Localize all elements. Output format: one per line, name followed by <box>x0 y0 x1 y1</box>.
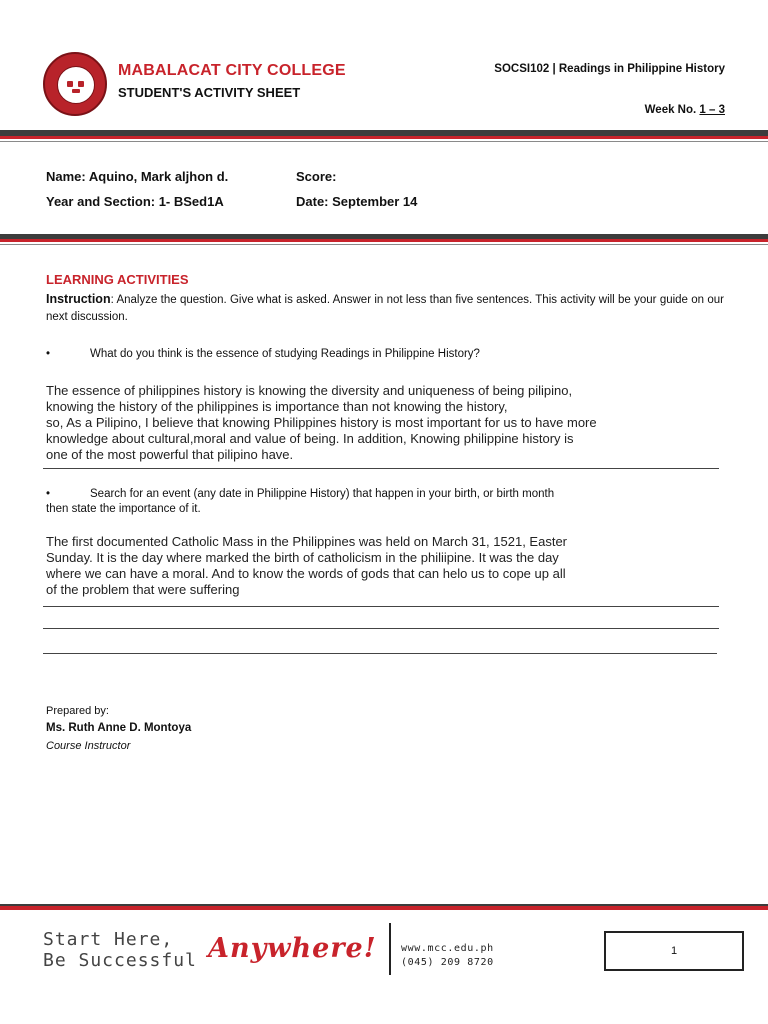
date-field: Date: September 14 <box>296 194 418 209</box>
answer-1-line: knowledge about cultural,moral and value of being. In addition, Knowing philippine history is <box>46 431 574 446</box>
answer-1-line: The essence of philippines history is knowing the diversity and uniqueness of being pilipino, <box>46 383 573 398</box>
slogan-line-2: Be Successful <box>43 950 197 971</box>
question-2-text: Search for an event (any date in Philippine History) that happen in your birth, or birth month <box>90 488 555 500</box>
footer-band-red <box>0 906 768 910</box>
header-band-grey <box>0 141 768 142</box>
question-2 <box>46 487 726 517</box>
answer-line <box>43 653 717 654</box>
instructor-name: Ms. Ruth Anne D. Montoya <box>46 722 192 734</box>
question-1-text: What do you think is the essence of studying Readings in Philippine History? <box>90 348 480 360</box>
info-band-red <box>0 239 768 242</box>
header-band-red <box>0 136 768 139</box>
year-section: Year and Section: 1- BSed1A <box>46 194 224 209</box>
score-field: Score: <box>296 169 337 184</box>
answer-2 <box>46 534 726 598</box>
instruction-text <box>46 291 724 326</box>
section-heading: LEARNING ACTIVITIES <box>46 272 189 287</box>
question-2-text: then state the importance of it. <box>46 503 201 515</box>
slogan-line-1: Start Here, <box>43 929 174 950</box>
prepared-label: Prepared by: <box>46 705 109 717</box>
week-number <box>645 104 725 116</box>
page-number-box <box>604 931 744 971</box>
bullet-icon: • <box>46 488 51 500</box>
college-seal-logo <box>43 52 107 116</box>
course-title: SOCSI102 | Readings in Philippine History <box>494 63 725 75</box>
answer-1-line: knowing the history of the philippines is importance than not knowing the history, <box>46 399 508 414</box>
bullet-icon: • <box>46 348 51 360</box>
answer-2-line: Sunday. It is the day where marked the birth of catholicism in the philiipine. It was the day <box>46 550 559 565</box>
answer-2-line: The first documented Catholic Mass in the Philippines was held on March 31, 1521, Easter <box>46 534 567 549</box>
phone-number: (045) 209 8720 <box>401 957 494 968</box>
student-name: Name: Aquino, Mark aljhon d. <box>46 169 229 184</box>
question-1 <box>46 347 726 362</box>
answer-2-line: where we can have a moral. And to know the words of gods that can helo us to cope up all <box>46 566 566 581</box>
college-name: MABALACAT CITY COLLEGE <box>118 62 346 79</box>
answer-1-line: one of the most powerful that pilipino have. <box>46 447 294 462</box>
instruction-body: : Analyze the question. Give what is asked. Answer in not less than five sentences. This activity will be your guide on our next discussion. <box>46 294 724 323</box>
week-value: 1 – 3 <box>699 104 725 116</box>
answer-line <box>43 468 719 469</box>
sheet-title: STUDENT'S ACTIVITY SHEET <box>118 85 301 100</box>
slogan-accent: Anywhere! <box>208 933 377 964</box>
answer-2-line: of the problem that were suffering <box>46 582 240 597</box>
page-number: 1 <box>670 945 678 957</box>
week-label: Week No. <box>644 104 697 116</box>
instructor-role: Course Instructor <box>46 740 131 752</box>
answer-1-line: so, As a Pilipino, I believe that knowing Philippines history is most important for us to have more <box>46 415 597 430</box>
footer-divider <box>389 923 391 975</box>
website: www.mcc.edu.ph <box>401 943 494 954</box>
answer-1 <box>46 383 726 463</box>
answer-line <box>43 628 719 629</box>
info-band-grey <box>0 244 768 245</box>
instruction-label: Instruction <box>46 292 111 306</box>
answer-line <box>43 606 719 607</box>
